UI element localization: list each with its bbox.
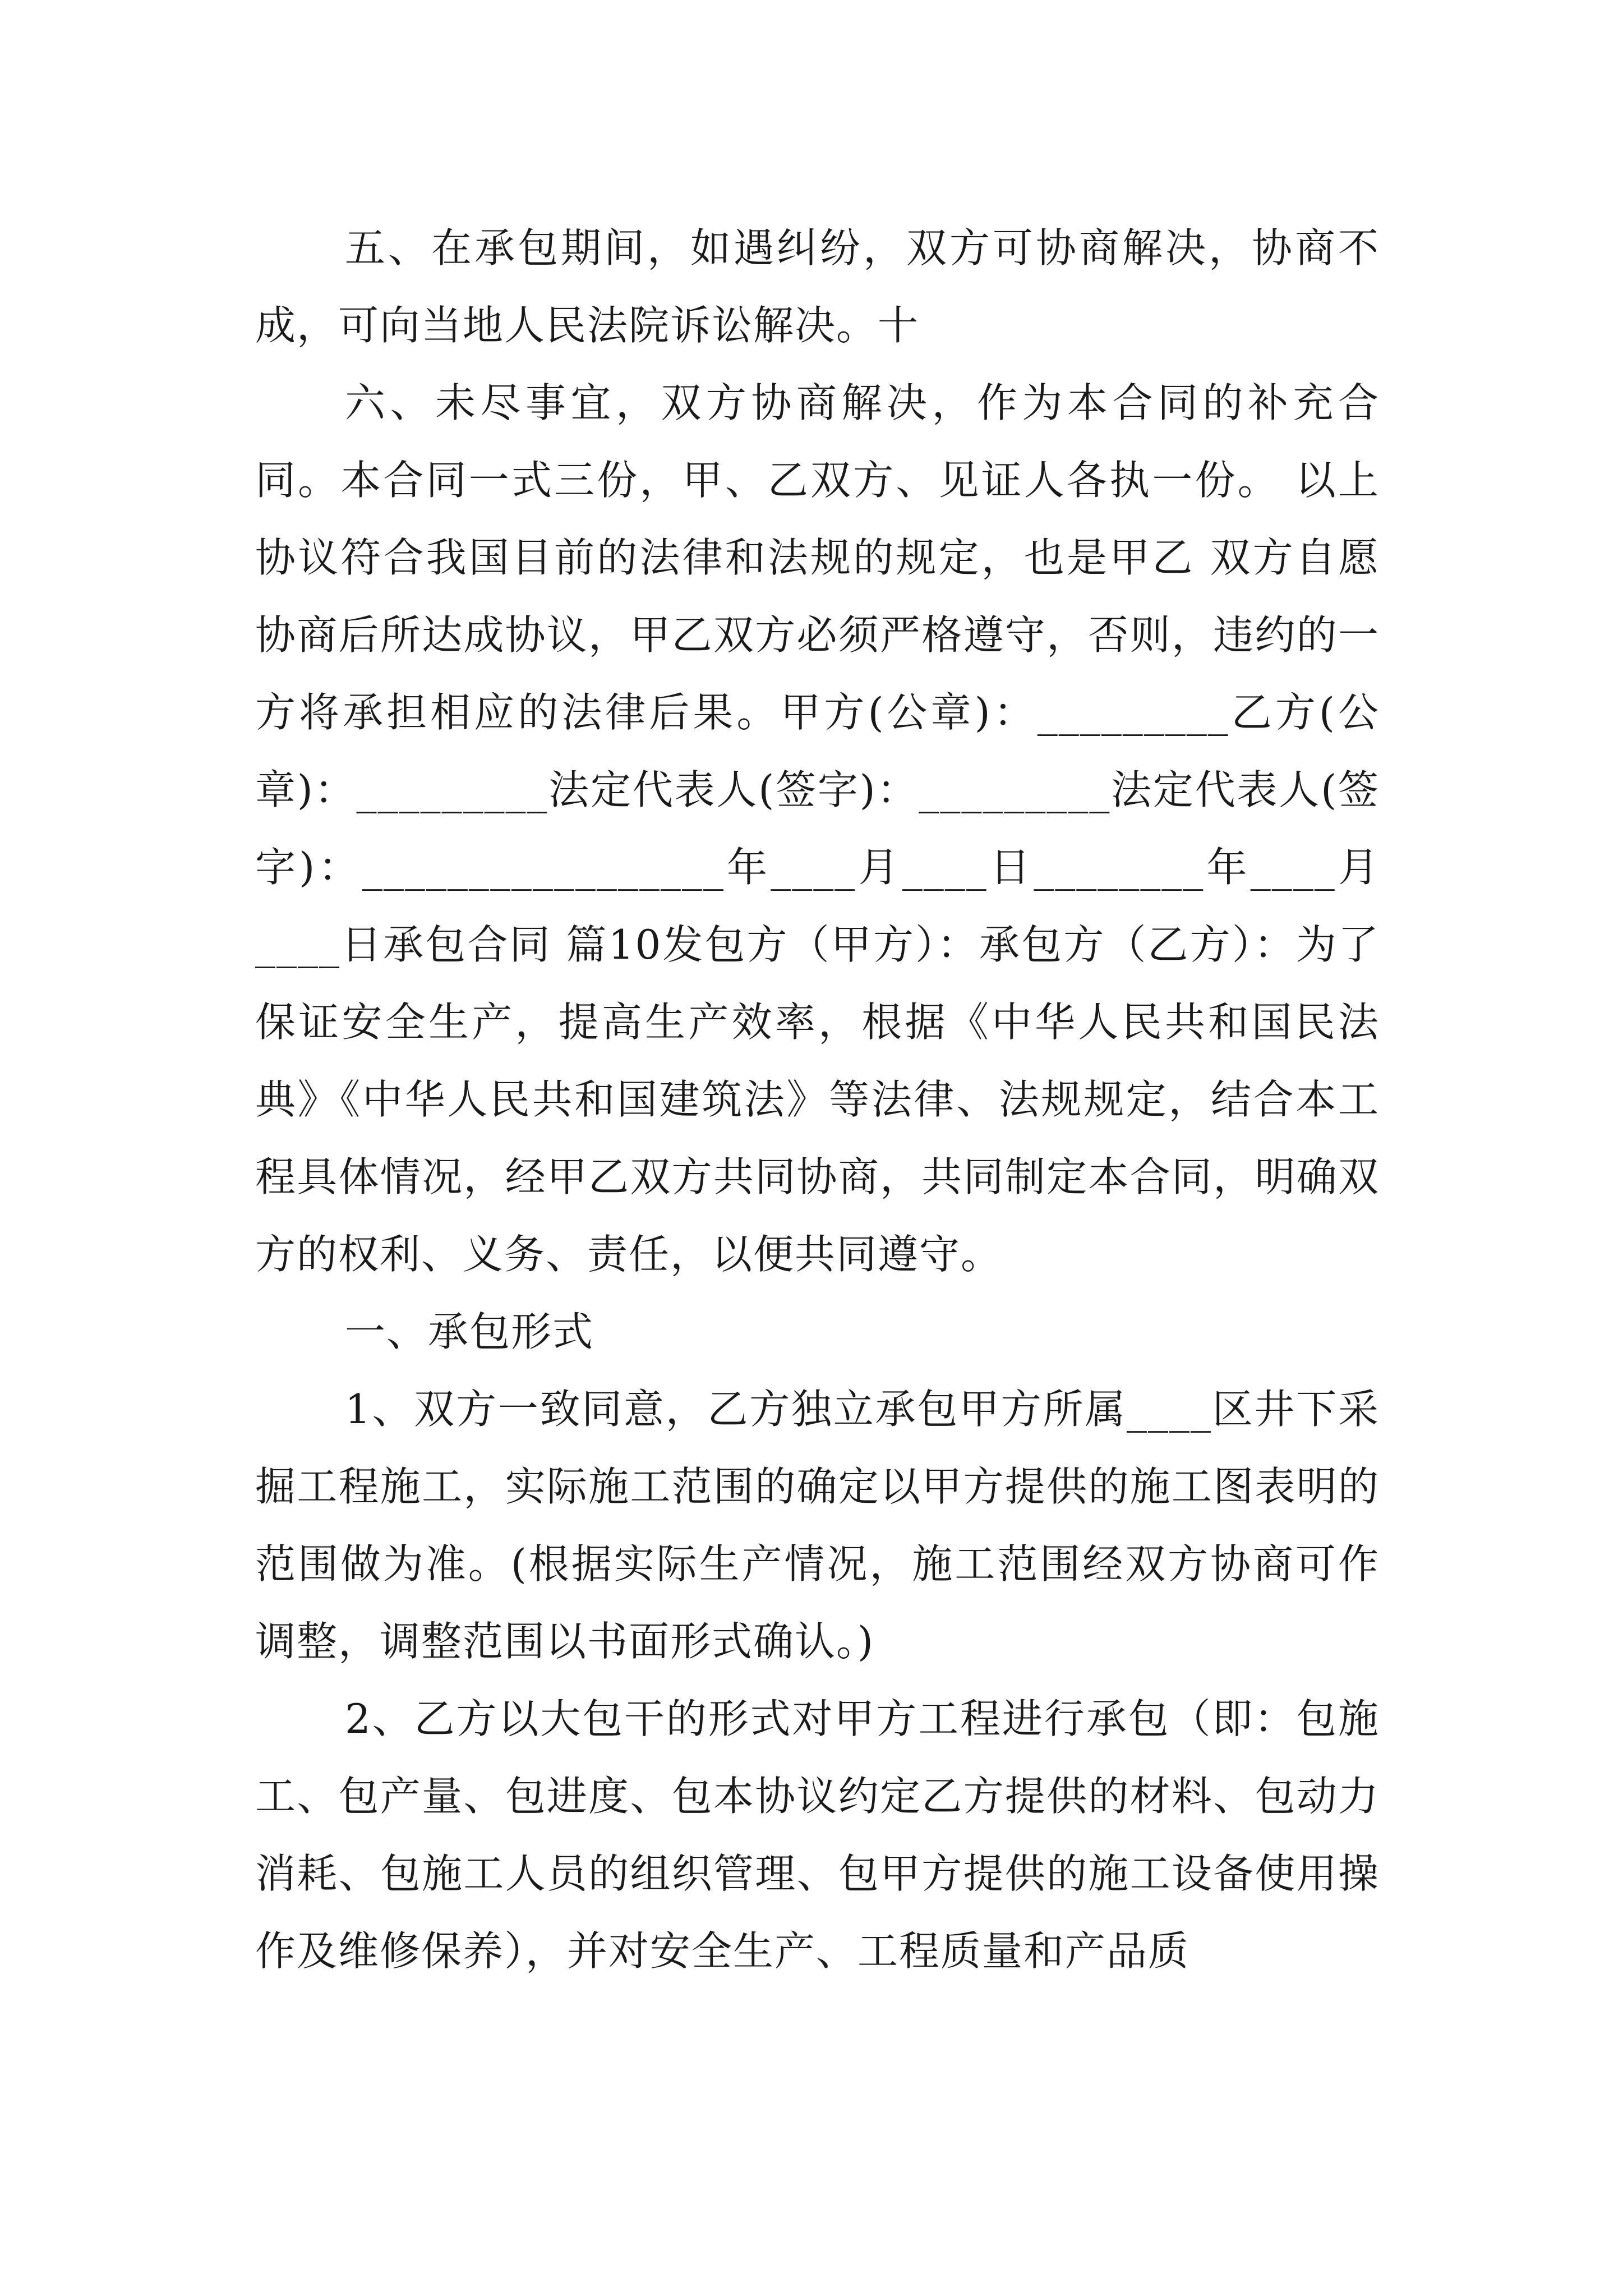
paragraph-contract-form-heading: 一、承包形式 <box>345 1308 594 1355</box>
paragraph-supplementary-terms: 六、未尽事宜，双方协商解决，作为本合同的补充合同。本合同一式三份，甲、乙双方、见证人各执一份。 以上协议符合我国目前的法律和法规的规定，也是甲乙 双方自愿协商后所达成协议，甲乙双方必须严格遵守，否则，违约的一方将承担相应的法律后果。甲方(公章)：_________乙方(公章)：_________法定代表人(签字)：_________法定代表人(签字)：_________________年____月____日________年____月____日承包合同 篇10发包方（甲方）：承包方（乙方）：为了保证安全生产，提高生产效率，根据《中华人民共和国民法典》《中华人民共和国建筑法》等法律、法规规定，结合本工程具体情况，经甲乙双方共同协商，共同制定本合同，明确双方的权利、义务、责任，以便共同遵守。 <box>255 379 1380 1278</box>
paragraph-lump-sum-contract: 2、乙方以大包干的形式对甲方工程进行承包（即：包施工、包产量、包进度、包本协议约定乙方提供的材料、包动力消耗、包施工人员的组织管理、包甲方提供的施工设备使用操作及维修保养），并对安全生产、工程质量和产品质 <box>255 1695 1380 1975</box>
paragraph-contract-scope: 1、双方一致同意，乙方独立承包甲方所属____区井下采掘工程施工，实际施工范围的确定以甲方提供的施工图表明的范围做为准。(根据实际生产情况，施工范围经双方协商可作调整，调整范围以书面形式确认。) <box>255 1386 1380 1665</box>
document-body <box>255 209 1380 1990</box>
paragraph-dispute-resolution: 五、在承包期间，如遇纠纷，双方可协商解决，协商不成，可向当地人民法院诉讼解决。十 <box>255 224 1380 349</box>
